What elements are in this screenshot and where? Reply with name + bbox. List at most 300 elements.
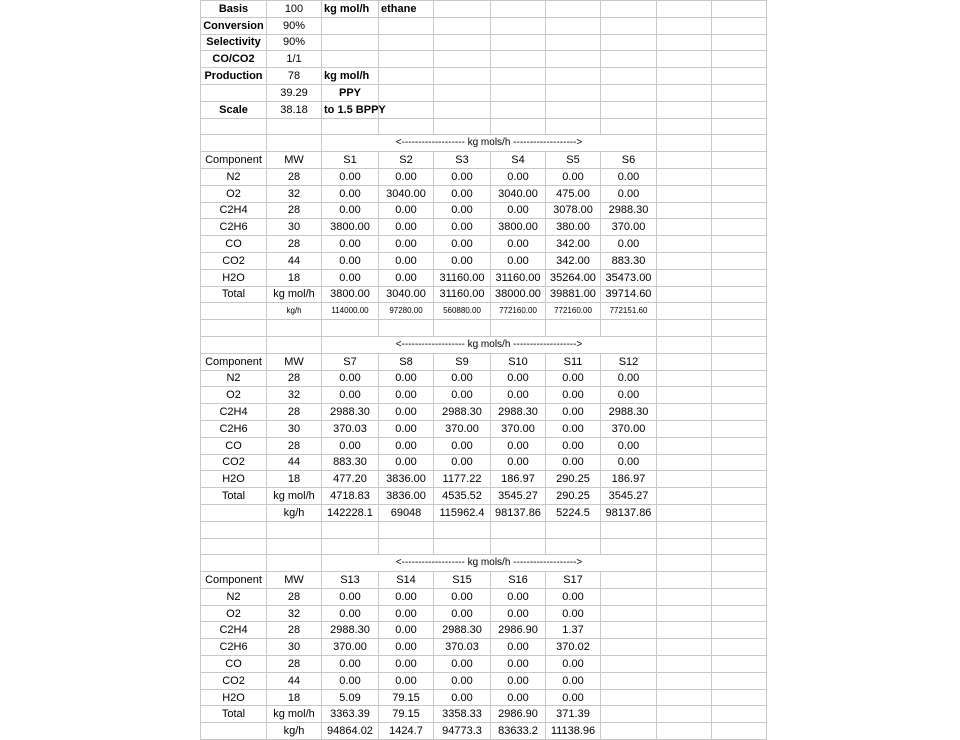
cell[interactable] [322,118,379,135]
value-cell[interactable]: 0.00 [546,404,601,421]
value-cell[interactable]: 0.00 [379,387,434,404]
cell[interactable] [657,202,712,219]
mass-value[interactable] [201,303,267,320]
cell[interactable] [491,68,546,85]
cell[interactable] [601,538,657,555]
cell[interactable] [657,387,712,404]
value-cell[interactable]: 28 [267,656,322,673]
mass-value[interactable]: 772160.00 [491,303,546,320]
value-cell[interactable]: 370.03 [322,420,379,437]
cell[interactable] [712,168,767,185]
cell[interactable] [601,521,657,538]
value-cell[interactable]: 0.00 [322,370,379,387]
cell[interactable] [712,1,767,18]
cell[interactable] [434,118,491,135]
component-name[interactable]: C2H4 [201,622,267,639]
cell[interactable] [657,269,712,286]
value-cell[interactable]: 0.00 [379,639,434,656]
value-cell[interactable]: 18 [267,471,322,488]
cell[interactable] [546,34,601,51]
value-cell[interactable]: 0.00 [491,370,546,387]
cell[interactable] [712,555,767,572]
cell[interactable] [546,320,601,337]
cell[interactable] [712,672,767,689]
cell[interactable] [491,118,546,135]
cell[interactable] [267,336,322,353]
value-cell[interactable]: 0.00 [379,605,434,622]
mass-value[interactable] [201,723,267,740]
mass-value[interactable]: 5224.5 [546,504,601,521]
param-cell[interactable]: 1/1 [267,51,322,68]
value-cell[interactable]: 0.00 [379,236,434,253]
value-cell[interactable]: 342.00 [546,236,601,253]
value-cell[interactable]: 370.02 [546,639,601,656]
cell[interactable] [712,706,767,723]
value-cell[interactable]: 0.00 [379,672,434,689]
param-cell[interactable]: 90% [267,17,322,34]
param-label[interactable]: Conversion [201,17,267,34]
value-cell[interactable]: 0.00 [322,202,379,219]
cell[interactable] [712,454,767,471]
value-cell[interactable]: 1.37 [546,622,601,639]
cell[interactable] [322,320,379,337]
value-cell[interactable]: 32 [267,185,322,202]
cell[interactable] [201,336,267,353]
cell[interactable] [712,588,767,605]
component-name[interactable]: C2H6 [201,420,267,437]
value-cell[interactable]: 4718.83 [322,488,379,505]
cell[interactable] [657,471,712,488]
value-cell[interactable]: 0.00 [546,454,601,471]
cell[interactable] [712,185,767,202]
value-cell[interactable]: 0.00 [546,387,601,404]
value-cell[interactable]: 38000.00 [491,286,546,303]
value-cell[interactable]: 370.00 [491,420,546,437]
component-name[interactable]: N2 [201,588,267,605]
cell[interactable] [657,219,712,236]
mass-value[interactable] [201,504,267,521]
cell[interactable] [601,1,657,18]
value-cell[interactable]: 0.00 [379,588,434,605]
cell[interactable] [657,454,712,471]
value-cell[interactable]: 0.00 [434,454,491,471]
value-cell[interactable]: 30 [267,219,322,236]
cell[interactable] [712,471,767,488]
cell[interactable] [434,521,491,538]
value-cell[interactable]: 0.00 [546,672,601,689]
cell[interactable] [712,236,767,253]
cell[interactable] [491,1,546,18]
cell[interactable] [712,521,767,538]
component-name[interactable]: H2O [201,269,267,286]
value-cell[interactable]: kg mol/h [267,286,322,303]
mass-value[interactable]: 98137.86 [491,504,546,521]
value-cell[interactable]: 0.00 [434,437,491,454]
cell[interactable] [657,51,712,68]
cell[interactable] [546,538,601,555]
component-name[interactable]: C2H4 [201,202,267,219]
cell[interactable] [712,723,767,740]
cell[interactable] [657,723,712,740]
param-cell[interactable] [379,101,434,118]
value-cell[interactable]: 31160.00 [434,286,491,303]
value-cell[interactable]: 35264.00 [546,269,601,286]
value-cell[interactable]: 380.00 [546,219,601,236]
cell[interactable] [322,521,379,538]
cell[interactable] [712,622,767,639]
value-cell[interactable]: 0.00 [491,588,546,605]
cell[interactable] [601,101,657,118]
cell[interactable] [712,252,767,269]
value-cell[interactable]: 28 [267,236,322,253]
value-cell[interactable]: 0.00 [322,656,379,673]
cell[interactable] [657,135,712,152]
cell[interactable] [434,84,491,101]
value-cell[interactable]: 477.20 [322,471,379,488]
cell[interactable] [601,51,657,68]
value-cell[interactable]: 370.00 [434,420,491,437]
value-cell[interactable]: 0.00 [322,168,379,185]
value-cell[interactable]: 0.00 [434,605,491,622]
value-cell[interactable]: 35473.00 [601,269,657,286]
cell[interactable] [546,101,601,118]
cell[interactable] [267,118,322,135]
value-cell[interactable]: 0.00 [601,387,657,404]
value-cell[interactable]: 2986.90 [491,622,546,639]
cell[interactable] [657,17,712,34]
cell[interactable] [491,84,546,101]
value-cell[interactable] [601,605,657,622]
column-header[interactable]: S5 [546,152,601,169]
cell[interactable] [546,51,601,68]
column-header[interactable]: S10 [491,353,546,370]
value-cell[interactable]: 0.00 [491,168,546,185]
cell[interactable] [657,353,712,370]
cell[interactable] [657,404,712,421]
value-cell[interactable] [601,656,657,673]
cell[interactable] [657,236,712,253]
value-cell[interactable]: 0.00 [434,672,491,689]
param-label[interactable]: Scale [201,101,267,118]
value-cell[interactable]: 44 [267,252,322,269]
column-header[interactable]: S9 [434,353,491,370]
cell[interactable] [657,84,712,101]
param-label[interactable]: CO/CO2 [201,51,267,68]
value-cell[interactable]: 3363.39 [322,706,379,723]
column-header[interactable]: MW [267,572,322,589]
value-cell[interactable]: 0.00 [322,269,379,286]
component-name[interactable]: Total [201,286,267,303]
value-cell[interactable]: 3800.00 [491,219,546,236]
value-cell[interactable] [601,588,657,605]
value-cell[interactable] [601,639,657,656]
value-cell[interactable]: 0.00 [601,236,657,253]
value-cell[interactable]: 186.97 [601,471,657,488]
mass-value[interactable]: 772160.00 [546,303,601,320]
value-cell[interactable]: 3545.27 [601,488,657,505]
cell[interactable] [657,252,712,269]
column-header[interactable]: S8 [379,353,434,370]
cell[interactable] [657,68,712,85]
cell[interactable] [657,101,712,118]
param-label[interactable] [201,84,267,101]
mass-value[interactable]: 142228.1 [322,504,379,521]
cell[interactable] [712,370,767,387]
value-cell[interactable]: 0.00 [434,656,491,673]
value-cell[interactable]: 0.00 [322,185,379,202]
param-cell[interactable]: PPY [322,84,379,101]
mass-value[interactable]: 69048 [379,504,434,521]
value-cell[interactable]: 0.00 [434,185,491,202]
value-cell[interactable]: 3358.33 [434,706,491,723]
value-cell[interactable] [601,706,657,723]
value-cell[interactable]: 0.00 [601,454,657,471]
cell[interactable] [601,34,657,51]
cell[interactable] [712,51,767,68]
column-header[interactable]: S3 [434,152,491,169]
cell[interactable] [434,320,491,337]
cell[interactable] [379,538,434,555]
column-header[interactable]: S14 [379,572,434,589]
units-span-label[interactable]: <------------------- kg mols/h -------------------> [322,555,657,572]
value-cell[interactable]: 0.00 [491,437,546,454]
value-cell[interactable]: 0.00 [379,622,434,639]
value-cell[interactable]: 2988.30 [491,404,546,421]
value-cell[interactable]: 0.00 [322,605,379,622]
cell[interactable] [657,118,712,135]
param-cell[interactable]: 78 [267,68,322,85]
value-cell[interactable]: 0.00 [491,454,546,471]
value-cell[interactable]: 18 [267,689,322,706]
value-cell[interactable]: 0.00 [322,387,379,404]
cell[interactable] [712,152,767,169]
cell[interactable] [434,68,491,85]
param-cell[interactable] [379,84,434,101]
cell[interactable] [657,656,712,673]
value-cell[interactable]: 3040.00 [491,185,546,202]
value-cell[interactable]: 0.00 [379,454,434,471]
cell[interactable] [712,68,767,85]
cell[interactable] [434,1,491,18]
value-cell[interactable]: 30 [267,639,322,656]
cell[interactable] [546,68,601,85]
value-cell[interactable]: 3078.00 [546,202,601,219]
component-name[interactable]: O2 [201,387,267,404]
cell[interactable] [657,185,712,202]
cell[interactable] [712,118,767,135]
value-cell[interactable]: 370.00 [601,420,657,437]
cell[interactable] [657,168,712,185]
cell[interactable] [201,320,267,337]
column-header[interactable]: Component [201,353,267,370]
value-cell[interactable]: 0.00 [491,672,546,689]
value-cell[interactable]: 0.00 [379,656,434,673]
cell[interactable] [712,202,767,219]
mass-unit[interactable]: kg/h [267,723,322,740]
cell[interactable] [491,51,546,68]
column-header[interactable]: S2 [379,152,434,169]
value-cell[interactable]: 0.00 [379,168,434,185]
cell[interactable] [657,336,712,353]
value-cell[interactable]: 2988.30 [434,404,491,421]
component-name[interactable]: C2H6 [201,219,267,236]
cell[interactable] [546,17,601,34]
cell[interactable] [657,1,712,18]
value-cell[interactable]: 28 [267,622,322,639]
cell[interactable] [491,521,546,538]
cell[interactable] [657,639,712,656]
value-cell[interactable]: 290.25 [546,471,601,488]
value-cell[interactable]: 31160.00 [491,269,546,286]
mass-value[interactable]: 98137.86 [601,504,657,521]
value-cell[interactable]: 370.00 [322,639,379,656]
value-cell[interactable]: 2988.30 [434,622,491,639]
value-cell[interactable]: 0.00 [601,185,657,202]
value-cell[interactable]: 0.00 [379,202,434,219]
value-cell[interactable]: 32 [267,605,322,622]
cell[interactable] [546,118,601,135]
param-label[interactable]: Selectivity [201,34,267,51]
component-name[interactable]: CO [201,236,267,253]
value-cell[interactable]: 0.00 [379,252,434,269]
value-cell[interactable]: 0.00 [379,420,434,437]
value-cell[interactable]: 0.00 [434,370,491,387]
value-cell[interactable]: 475.00 [546,185,601,202]
cell[interactable] [434,538,491,555]
cell[interactable] [712,538,767,555]
value-cell[interactable]: 3800.00 [322,286,379,303]
value-cell[interactable] [601,689,657,706]
units-span-label[interactable]: <------------------- kg mols/h -------------------> [322,135,657,152]
value-cell[interactable]: 0.00 [379,404,434,421]
cell[interactable] [712,34,767,51]
value-cell[interactable]: 883.30 [322,454,379,471]
value-cell[interactable]: 0.00 [546,656,601,673]
column-header[interactable]: S4 [491,152,546,169]
value-cell[interactable]: 0.00 [491,605,546,622]
value-cell[interactable]: 342.00 [546,252,601,269]
value-cell[interactable]: 1177.22 [434,471,491,488]
cell[interactable] [491,538,546,555]
cell[interactable] [267,135,322,152]
value-cell[interactable]: 0.00 [322,236,379,253]
value-cell[interactable]: 44 [267,672,322,689]
cell[interactable] [712,639,767,656]
cell[interactable] [657,572,712,589]
value-cell[interactable]: 3545.27 [491,488,546,505]
column-header[interactable]: S1 [322,152,379,169]
param-cell[interactable]: 100 [267,1,322,18]
value-cell[interactable]: 0.00 [434,236,491,253]
cell[interactable] [601,84,657,101]
column-header[interactable] [601,572,657,589]
value-cell[interactable]: 30 [267,420,322,437]
mass-unit[interactable]: kg/h [267,303,322,320]
cell[interactable] [712,320,767,337]
cell[interactable] [657,588,712,605]
cell[interactable] [712,135,767,152]
cell[interactable] [712,656,767,673]
value-cell[interactable]: 4535.52 [434,488,491,505]
cell[interactable] [712,404,767,421]
value-cell[interactable]: 39881.00 [546,286,601,303]
component-name[interactable]: O2 [201,605,267,622]
param-label[interactable]: Production [201,68,267,85]
cell[interactable] [712,387,767,404]
cell[interactable] [434,101,491,118]
value-cell[interactable]: 0.00 [434,588,491,605]
column-header[interactable]: S11 [546,353,601,370]
component-name[interactable]: CO [201,656,267,673]
mass-unit[interactable]: kg/h [267,504,322,521]
param-cell[interactable]: to 1.5 BPPY [322,101,379,118]
value-cell[interactable]: 2986.90 [491,706,546,723]
cell[interactable] [657,521,712,538]
value-cell[interactable]: 0.00 [546,605,601,622]
mass-value[interactable]: 97280.00 [379,303,434,320]
value-cell[interactable]: 18 [267,269,322,286]
cell[interactable] [712,504,767,521]
column-header[interactable]: MW [267,353,322,370]
value-cell[interactable]: 2988.30 [601,202,657,219]
column-header[interactable]: S13 [322,572,379,589]
cell[interactable] [712,84,767,101]
units-span-label[interactable]: <------------------- kg mols/h -------------------> [322,336,657,353]
column-header[interactable]: S16 [491,572,546,589]
param-cell[interactable] [379,34,434,51]
value-cell[interactable]: 0.00 [546,689,601,706]
cell[interactable] [601,68,657,85]
cell[interactable] [201,538,267,555]
component-name[interactable]: N2 [201,370,267,387]
value-cell[interactable]: 0.00 [322,437,379,454]
cell[interactable] [657,437,712,454]
value-cell[interactable]: 371.39 [546,706,601,723]
param-cell[interactable]: 90% [267,34,322,51]
cell[interactable] [267,320,322,337]
value-cell[interactable]: 0.00 [434,252,491,269]
cell[interactable] [601,118,657,135]
value-cell[interactable]: 0.00 [322,252,379,269]
cell[interactable] [657,320,712,337]
value-cell[interactable]: 28 [267,168,322,185]
cell[interactable] [712,689,767,706]
param-cell[interactable]: ethane [379,1,434,18]
value-cell[interactable]: 0.00 [491,656,546,673]
cell[interactable] [379,521,434,538]
component-name[interactable]: Total [201,488,267,505]
mass-value[interactable]: 115962.4 [434,504,491,521]
value-cell[interactable]: 290.25 [546,488,601,505]
param-cell[interactable] [379,51,434,68]
cell[interactable] [657,555,712,572]
column-header[interactable]: S7 [322,353,379,370]
cell[interactable] [201,118,267,135]
cell[interactable] [379,118,434,135]
value-cell[interactable]: 28 [267,370,322,387]
mass-value[interactable] [601,723,657,740]
cell[interactable] [657,672,712,689]
cell[interactable] [712,437,767,454]
value-cell[interactable]: 0.00 [491,689,546,706]
cell[interactable] [546,1,601,18]
cell[interactable] [491,320,546,337]
value-cell[interactable]: 79.15 [379,689,434,706]
value-cell[interactable]: 0.00 [322,588,379,605]
mass-value[interactable]: 83633.2 [491,723,546,740]
value-cell[interactable]: 3836.00 [379,488,434,505]
value-cell[interactable]: 3040.00 [379,286,434,303]
